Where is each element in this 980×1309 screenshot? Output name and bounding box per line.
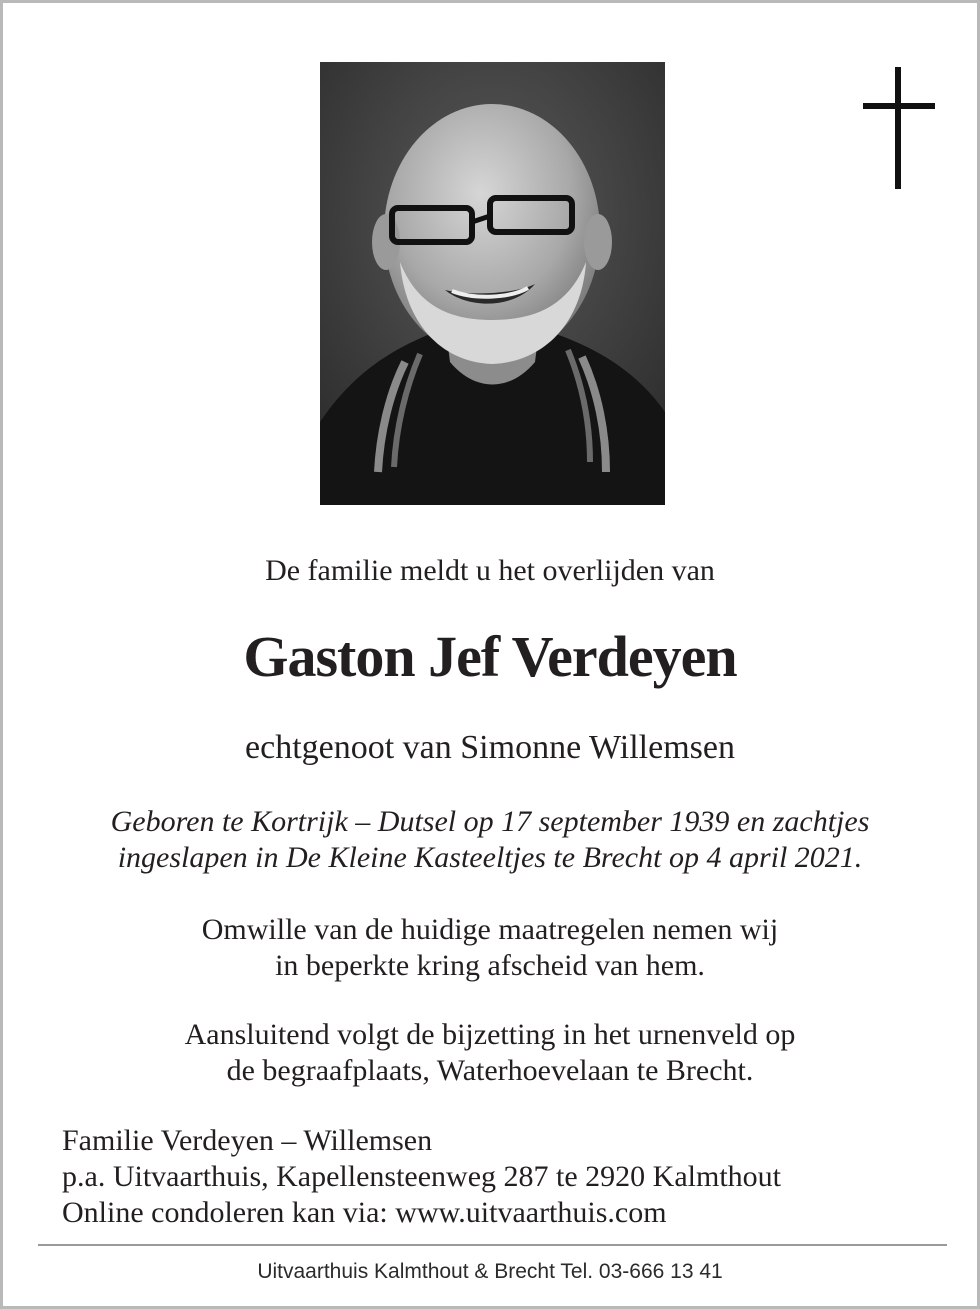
birth-line: ingeslapen in De Kleine Kasteeltjes te Brecht op 4 april 2021.	[117, 841, 863, 874]
portrait-illustration	[320, 62, 665, 505]
intro-text: De familie meldt u het overlijden van	[265, 554, 715, 587]
cross-horizontal-bar	[863, 103, 935, 109]
deceased-name: Gaston Jef Verdeyen	[243, 624, 737, 689]
birth-paragraph	[3, 804, 977, 876]
birth-line: Geboren te Kortrijk – Dutsel op 17 september 1939 en zachtjes	[110, 805, 870, 838]
measures-line: Omwille van de huidige maatregelen nemen wij	[201, 913, 779, 946]
condolence-line: Online condoleren kan via: www.uitvaarthuis.com	[62, 1196, 667, 1229]
address-line: p.a. Uitvaarthuis, Kapellensteenweg 287 te 2920 Kalmthout	[62, 1160, 781, 1193]
cross-vertical-bar	[895, 67, 901, 189]
family-contact-block	[62, 1123, 962, 1231]
portrait-photo	[320, 62, 665, 505]
measures-line: in beperkte kring afscheid van hem.	[275, 949, 705, 982]
burial-line: Aansluitend volgt de bijzetting in het urnenveld op	[184, 1018, 796, 1051]
burial-line: de begraafplaats, Waterhoevelaan te Brecht.	[226, 1054, 754, 1087]
spouse-line: echtgenoot van Simonne Willemsen	[245, 729, 735, 766]
footer-divider	[38, 1244, 947, 1246]
burial-paragraph	[3, 1017, 977, 1089]
cross-icon	[863, 67, 935, 189]
family-name-line: Familie Verdeyen – Willemsen	[62, 1124, 433, 1157]
measures-paragraph	[3, 912, 977, 984]
footer-text: Uitvaarthuis Kalmthout & Brecht Tel. 03-666 13 41	[257, 1260, 723, 1283]
